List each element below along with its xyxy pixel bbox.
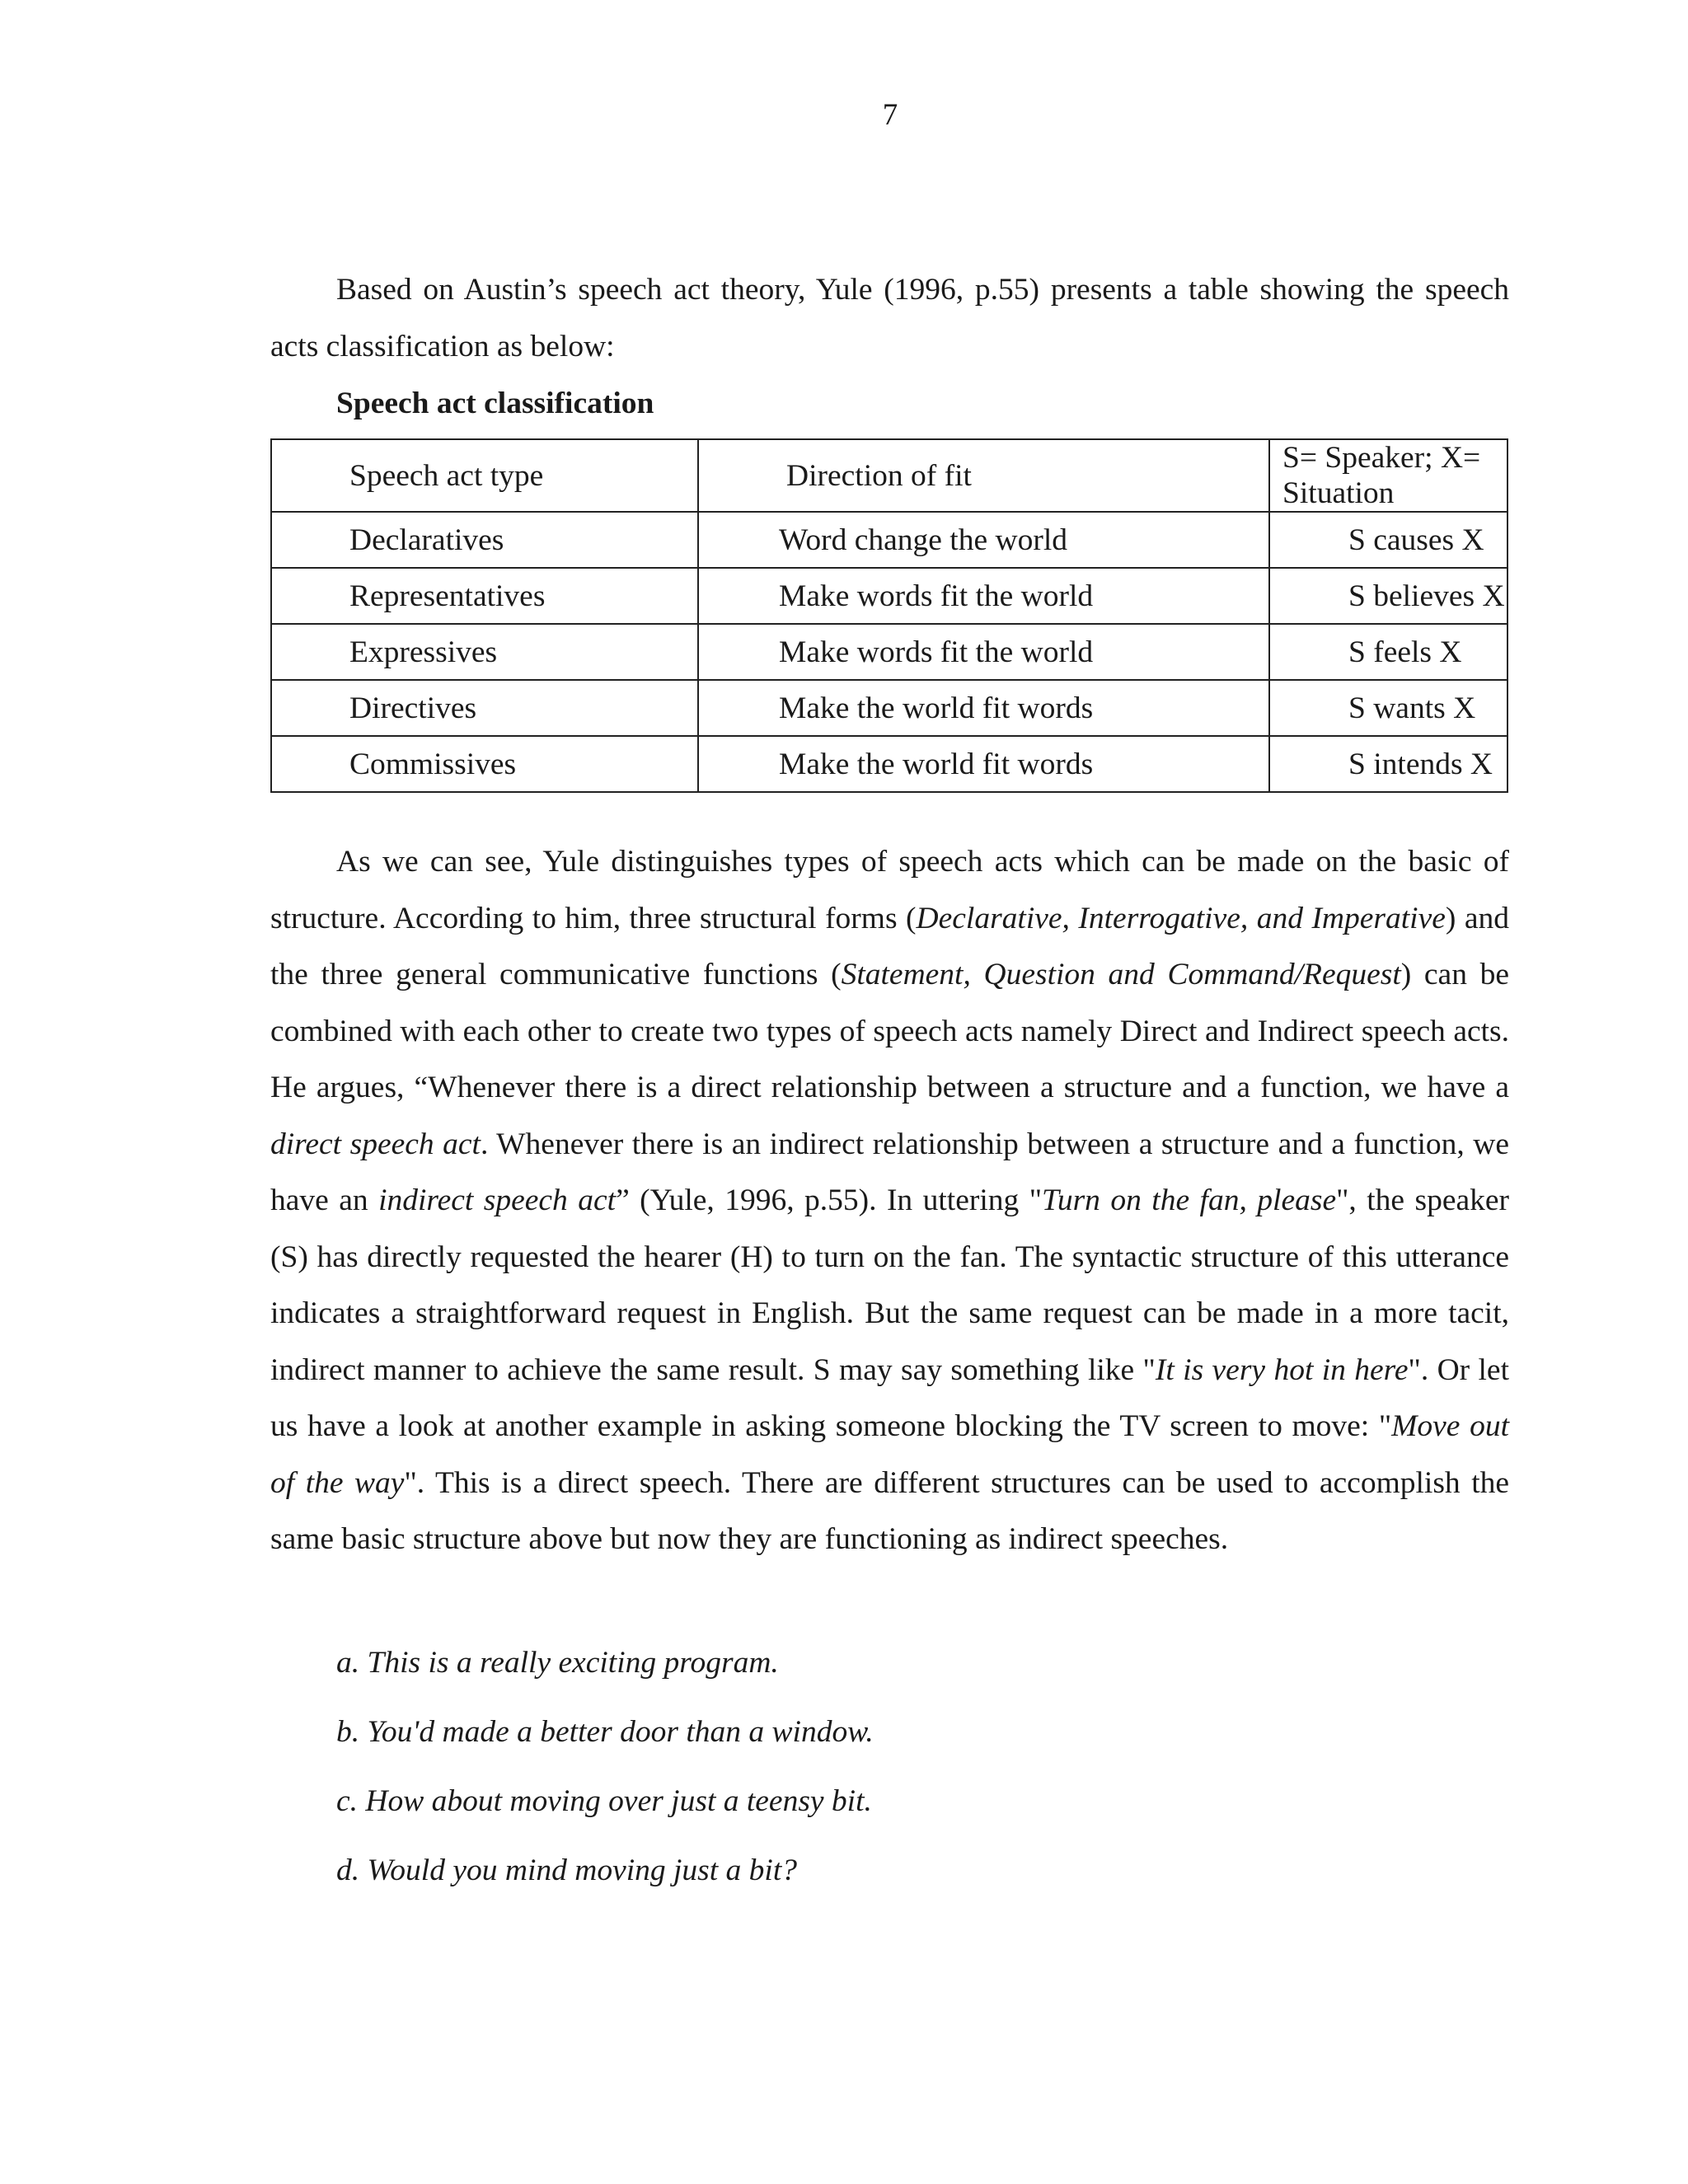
- list-item: b. You'd made a better door than a window.: [336, 1715, 874, 1749]
- cell-speech-act-type: Declaratives: [271, 512, 698, 568]
- cell-speaker-situation: S intends X: [1269, 736, 1507, 792]
- cell-speech-act-type: Directives: [271, 680, 698, 736]
- text-run: . Whenever there is an indirect relationship between a structure and a function, we have an: [270, 1127, 1509, 1217]
- text-run: As we can see, Yule distinguishes types of speech acts which can be made on the basic of structure. According to him, three structural forms (: [270, 845, 1509, 935]
- intro-paragraph: Based on Austin’s speech act theory, Yule (1996, p.55) presents a table showing the speech acts classification as below:: [270, 273, 1509, 363]
- cell-direction-of-fit: Make words fit the world: [698, 624, 1269, 680]
- text-run: ) can be combined with each other to create two types of speech acts namely Direct and Indirect speech acts. He argues, “Whenever there is a direct relationship between a structure and a function, we have a: [270, 958, 1509, 1104]
- communicative-functions-term: Statement, Question and Command/Request: [841, 958, 1401, 991]
- header-speech-act-type: Speech act type: [271, 439, 698, 512]
- table-row: [271, 680, 1507, 736]
- list-item: d. Would you mind moving just a bit?: [336, 1854, 798, 1887]
- cell-direction-of-fit: Make the world fit words: [698, 680, 1269, 736]
- example-utterance: Move out of the way: [270, 1409, 1510, 1500]
- text-run: ) and the three general communicative functions (: [270, 901, 1509, 991]
- cell-speech-act-type: Commissives: [271, 736, 698, 792]
- structural-forms-term: Declarative, Interrogative, and Imperative: [916, 901, 1446, 935]
- cell-speaker-situation: S causes X: [1269, 512, 1507, 568]
- table-row: [271, 512, 1507, 568]
- table-header-row: [271, 439, 1507, 512]
- header-speaker-situation: S= Speaker; X= Situation: [1269, 439, 1507, 512]
- list-item: a. This is a really exciting program.: [336, 1646, 779, 1680]
- header-direction-of-fit: Direction of fit: [698, 439, 1269, 512]
- text-run: ” (Yule, 1996, p.55). In uttering ": [616, 1183, 1043, 1217]
- list-item: c. How about moving over just a teensy bit.: [336, 1784, 872, 1818]
- cell-speaker-situation: S feels X: [1269, 624, 1507, 680]
- example-utterance: Turn on the fan, please: [1042, 1183, 1337, 1217]
- speech-act-classification-table: [270, 438, 1508, 793]
- example-list: [336, 1635, 874, 1912]
- discussion-paragraph: [270, 834, 1509, 1568]
- cell-speaker-situation: S believes X: [1269, 568, 1507, 624]
- indirect-speech-act-term: indirect speech act: [378, 1183, 617, 1217]
- table-row: [271, 624, 1507, 680]
- table-caption: Speech act classification: [336, 387, 654, 420]
- cell-speaker-situation: S wants X: [1269, 680, 1507, 736]
- cell-direction-of-fit: Make words fit the world: [698, 568, 1269, 624]
- example-utterance: It is very hot in here: [1155, 1352, 1409, 1387]
- text-run: ". Or let us have a look at another example in asking someone blocking the TV screen to move: ": [270, 1352, 1509, 1443]
- page-number: 7: [882, 98, 898, 132]
- cell-direction-of-fit: Make the world fit words: [698, 736, 1269, 792]
- table-row: [271, 568, 1507, 624]
- table-row: [271, 736, 1507, 792]
- text-run: ". This is a direct speech. There are different structures can be used to accomplish the same basic structure above but now they are functioning as indirect speeches.: [270, 1465, 1510, 1556]
- direct-speech-act-term: direct speech act: [270, 1127, 481, 1161]
- cell-speech-act-type: Expressives: [271, 624, 698, 680]
- cell-speech-act-type: Representatives: [271, 568, 698, 624]
- text-run: ", the speaker (S) has directly requested the hearer (H) to turn on the fan. The syntactic structure of this utterance indicates a straightforward request in English. But the same request can be made in a more tacit, indirect manner to achieve the same result. S may say something like ": [270, 1183, 1510, 1387]
- cell-direction-of-fit: Word change the world: [698, 512, 1269, 568]
